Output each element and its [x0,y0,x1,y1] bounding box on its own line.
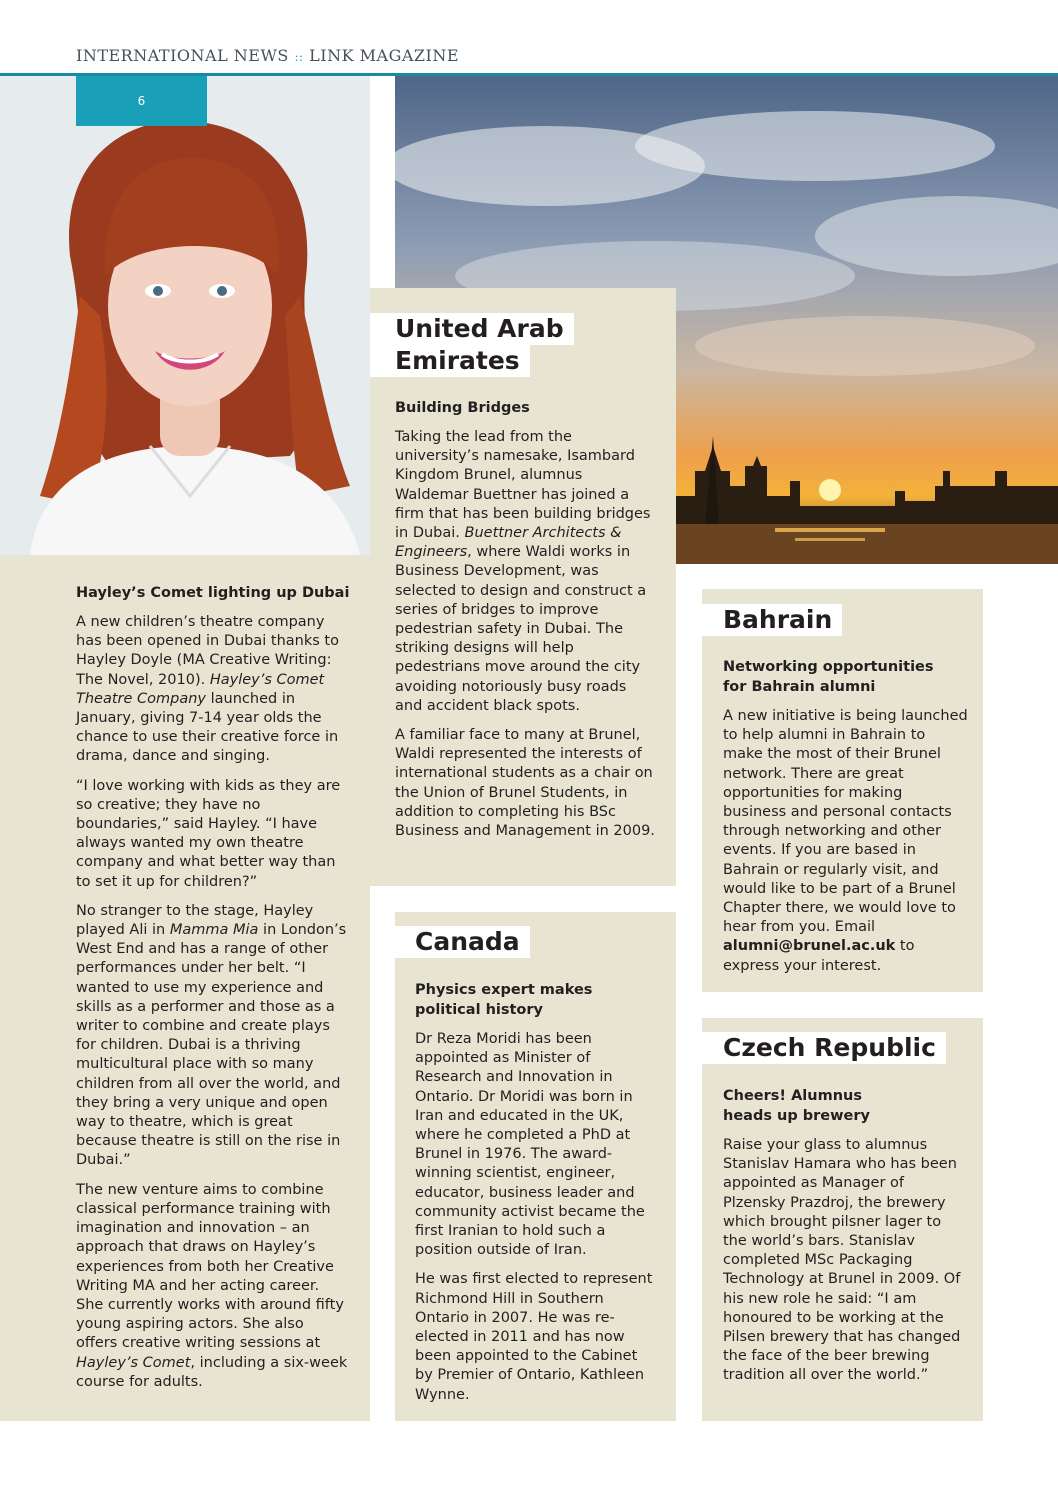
canada-paragraph-2: He was first elected to represent Richmond Hill in Southern Ontario in 2007. He was re-elected in 2011 and has now been appointed to the Cabinet by Premier of Ontario, Kathleen Wynne. [415,1271,653,1403]
company-name: Hayley’s Comet Theatre Company [76,671,325,707]
hayley-article [76,613,348,1402]
czech-article [723,1136,968,1396]
header-separator: :: [294,50,304,64]
portrait-illustration [0,76,370,555]
hayley-paragraph-4 [76,1181,348,1392]
running-header [76,46,459,65]
text-run: , where Waldi works in Business Development, was selected to design and construct a series of bridges to improve pedestrian safety in Dubai. The striking designs will help pedestrians move around the city avoiding notoriously busy roads and accident black spots. [395,544,647,714]
czech-paragraph-1: Raise your glass to alumnus Stanislav Hamara who has been appointed as Manager of Plzensky Prazdroj, the brewery which brought pilsner lager to the world’s bars. Stanislav completed MSc Packaging Technology at Brunel in 2009. Of his new role he said: “I am honoured to be working at the Pilsen brewery that has changed the face of the beer brewing tradition all over the world.” [723,1137,961,1384]
bahrain-paragraph-1 [723,707,968,976]
company-name: Hayley’s Comet [76,1354,191,1371]
uae-paragraph-1 [395,428,657,716]
text-run: launched in January, giving 7-14 year olds the chance to use their creative force in drama, dance and singing. [76,690,339,765]
canada-title-line1: Physics expert makes [415,982,593,998]
bahrain-title-line2: for Bahrain alumni [723,679,876,695]
czech-heading: Czech Republic [698,1032,946,1064]
canada-article [415,1030,655,1415]
text-run: in London’s West End and has a range of other performances under her belt. “I wanted to use my experience and skills as a performer and those as a writer to combine and create plays for children. Dubai is a thriving multicultural place with so many children from all over the world, and they bring a very unique and open way to theatre, which is great because theatre is still on the rise in Dubai.” [76,922,347,1169]
page-number-tab: 6 [76,76,207,126]
bahrain-heading: Bahrain [698,604,842,636]
text-run: Taking the lead from the university’s namesake, Isambard Kingdom Brunel, alumnus Waldemar Buettner has joined a firm that has been building bridges in Dubai. [395,429,651,542]
text-run: A new children’s theatre company has been opened in Dubai thanks to Hayley Doyle (MA Creative Writing: The Novel, 2010). [76,614,339,688]
uae-heading-line1: United Arab [370,313,574,345]
czech-title [723,1086,968,1126]
canada-title [415,980,660,1020]
firm-name: Buettner Architects & Engineers [395,525,622,561]
canada-title-line2: political history [415,1002,544,1018]
alumni-email-link[interactable]: alumni@brunel.ac.uk [723,938,896,955]
bahrain-title [723,657,968,697]
hayley-paragraph-1 [76,613,348,767]
text-run: No stranger to the stage, Hayley played Ali in [76,902,314,939]
canada-heading: Canada [390,926,530,958]
czech-title-line1: Cheers! Alumnus [723,1088,862,1104]
text-run: The new venture aims to combine classical performance training with imagination and innovation – an approach that draws on Hayley’s experiences from both her Creative Writing MA and her acting career. She currently works with around fifty young aspiring actors. She also offers creative writing sessions at [76,1181,344,1352]
section-title: INTERNATIONAL NEWS [76,46,289,65]
uae-paragraph-2: A familiar face to many at Brunel, Waldi represented the interests of international students as a chair on the Union of Brunel Students, in addition to completing his BSc Business and Management in 2009. [395,727,655,840]
text-run: , including a six-week course for adults. [76,1354,348,1390]
bahrain-article [723,707,968,986]
hayley-paragraph-2: “I love working with kids as they are so creative; they have no boundaries,” said Hayley. “I have always wanted my own theatre company and what better way than to set it up for children?” [76,777,341,890]
text-run: to express your interest. [723,938,915,974]
portrait-photo [0,76,370,555]
hayley-title: Hayley’s Comet lighting up Dubai [76,585,350,601]
magazine-title: LINK MAGAZINE [309,46,460,65]
bahrain-title-line1: Networking opportunities [723,659,934,675]
canada-paragraph-1: Dr Reza Moridi has been appointed as Minister of Research and Innovation in Ontario. Dr Moridi was born in Iran and educated in the UK, where he completed a PhD at Brunel in 1976. The award-winning scientist, engineer, educator, business leader and community activist became the first Iranian to hold such a position outside of Iran. [415,1031,645,1259]
show-name: Mamma Mia [169,922,259,939]
hayley-paragraph-3 [76,902,348,1171]
uae-title: Building Bridges [395,400,530,416]
uae-heading-line2: Emirates [370,345,530,377]
czech-title-line2: heads up brewery [723,1108,870,1124]
uae-article [395,428,657,851]
text-run: A new initiative is being launched to help alumni in Bahrain to make the most of their Brunel network. There are great opportunities for making business and personal contacts through networking and other events. If you are based in Bahrain or regularly visit, and would like to be part of a Brunel Chapter there, we would love to hear from you. Email [723,708,968,936]
